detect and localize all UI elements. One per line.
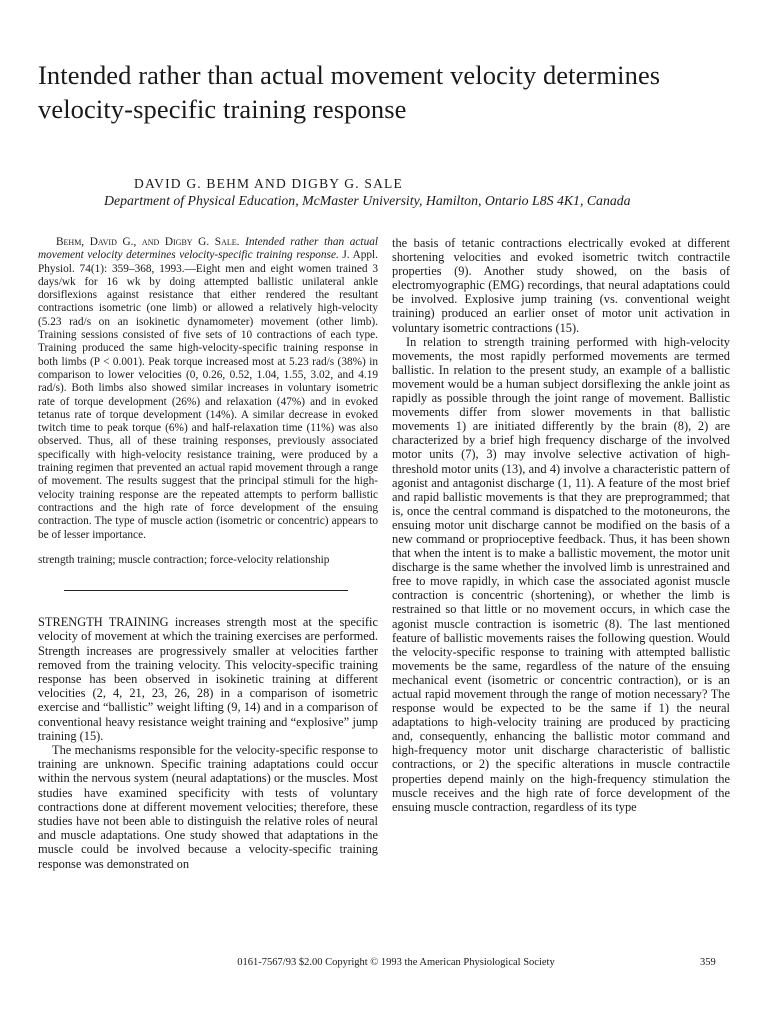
paper-title: Intended rather than actual movement velocity determines velocity-specific training response (38, 60, 661, 124)
abstract (38, 236, 378, 542)
copyright-footer: 0161-7567/93 $2.00 Copyright © 1993 the American Physiological Society (237, 957, 555, 968)
intro-lead-text: STRENGTH TRAINING (38, 615, 169, 630)
left-column (38, 236, 378, 871)
abstract-citation-title: Intended rather than actual movement velocity determines velocity-specific training response. (38, 236, 379, 262)
author-affiliation: Department of Physical Education, McMaster University, Hamilton, Ontario L8S 4K1, Canada (104, 193, 631, 208)
intro-paragraph-2: The mechanisms responsible for the velocity-specific response to training are unknown. Specific training adaptations could occur within the nervous system (neural adaptations) or the muscles. Most studies have examined specificity with tests of voluntary contractions done at different movement velocities; therefore, these studies have not been able to distinguish the relative roles of neural and muscle adaptations. One study showed that adaptations in the muscle could be involved because a velocity-specific training response was demonstrated on (38, 742, 378, 871)
section-divider (64, 590, 348, 591)
intro-paragraph-1 (38, 615, 378, 743)
author-list: DAVID G. BEHM AND DIGBY G. SALE (134, 176, 403, 191)
abstract-citation-journal: J. Appl. Physiol. 74(1): 359–368, 1993. (38, 249, 378, 275)
right-column (392, 236, 730, 814)
intro-paragraph-1-text: increases strength most at the specific velocity of movement at which the training exercises are performed. Strength increases are progressively smaller at velocities farther removed from the training velocity. This velocity-specific training response has been observed in isokinetic training at different velocities (2, 4, 21, 23, 26, 28) in a comparison of isometric exercise and “ballistic” weight lifting (9, 14) and in a comparison of conventional heavy resistance weight training and “explosive” jump training (15). (38, 615, 378, 743)
abstract-text: —Eight men and eight women trained 3 days/wk for 16 wk by doing attempted ballistic unilateral ankle dorsiflexions against resistance that either rendered the resultant contractions isometric (one limb) or allowed a relatively high-velocity (5.23 rad/s on an isokinetic dynamometer) movement (other limb). Training sessions consisted of five sets of 10 contractions of each type. Training produced the same high-velocity-specific training response in both limbs (P < 0.001). Peak torque increased most at 5.23 rad/s (38%) in comparison to lower velocities (0, 0.26, 0.52, 1.04, 1.55, 3.02, and 4.19 rad/s). Both limbs also showed similar increases in voluntary isometric rate of torque development (26%) and relaxation (47%) and in evoked tetanus rate of torque development (14%). A similar decrease in evoked twitch time to peak torque (6%) and half-relaxation time (11%) was also observed. Thus, all of these training responses, previously associated specifically with high-velocity resistance training, were produced by a training regimen that prevented an actual rapid movement through a range of movement. The results suggest that the principal stimuli for the high-velocity training response are the repeated attempts to perform ballistic contractions and the high rate of force development of the ensuing contraction. The type of muscle action (isometric or concentric) appears to be of lesser importance. (38, 262, 378, 541)
intro-paragraph-3: the basis of tetanic contractions electrically evoked at different shortening velocities and evoked isometric twitch contractile properties (9). Another study showed, on the basis of electromyographic (EMG) recordings, that neural adaptations could be involved. Explosive jump training (vs. conventional weight training) produced an earlier onset of motor unit activation in voluntary isometric contractions (15). (392, 236, 730, 335)
keywords: strength training; muscle contraction; force-velocity relationship (38, 553, 330, 566)
intro-paragraph-4: In relation to strength training performed with high-velocity movements, the most rapidly performed movements are termed ballistic. In relation to the present study, an example of a ballistic movement would be a human subject dorsiflexing the ankle joint as rapidly as possible through the joint range of movement. Ballistic movements differ from slower movements in that ballistic movements 1) are initiated differently by the brain (8), 2) are characterized by a brief high frequency discharge of the involved motor units (7), 3) may involve selective activation of high-threshold motor units (13), and 4) involve a characteristic pattern of agonist and antagonist discharge (1, 11). A feature of the most brief and rapid ballistic movements is that they are preprogrammed; that is, once the central command is dispatched to the motoneurons, the ensuing motor unit discharge cannot be modified on the basis of a new command or proprioceptive feedback. Thus, it has been shown that when the intent is to make a ballistic movement, the motor unit discharge is the same whether the involved limb is unrestrained and free to move rapidly, in which case the associated agonist muscle contraction is concentric (shortening), or whether the limb is restrained so that little or no movement occurs, in which case the agonist muscle contraction is isometric (8). The last mentioned feature of ballistic movements raises the following question. Would the velocity-specific response to training with attempted ballistic movements be the same, regardless of the nature of the ensuing mechanical event (isometric or concentric contraction), or is an actual rapid movement through the range of motion necessary? The response would be expected to be the same if 1) the neural adaptations to high-velocity training are produced by practicing and, consequently, enhancing the ballistic motor command and high-frequency motor unit discharge characteristic of ballistic contractions, or 2) the specific alterations in muscle contractile properties depend mainly on the high-frequency stimulation the muscle receives and the high rate of force development of the ensuing muscle contraction, regardless of its type (392, 334, 730, 814)
page-number: 359 (700, 957, 716, 968)
abstract-citation-authors: Behm, David G., and Digby G. Sale. (56, 236, 240, 248)
